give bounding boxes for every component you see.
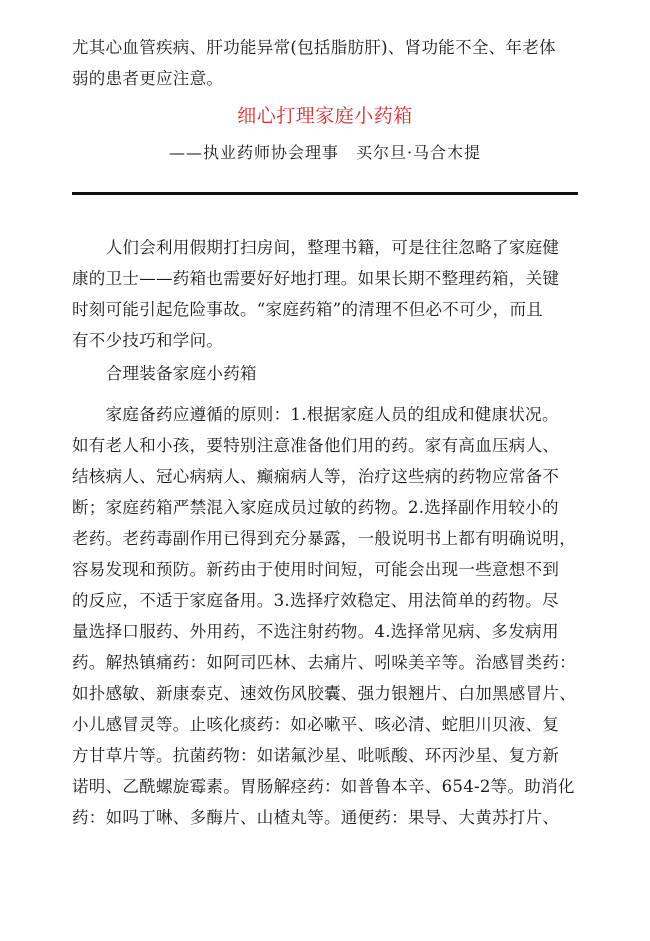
body-line: 老药。老药毒副作用已得到充分暴露，一般说明书上都有明确说明，	[72, 529, 576, 548]
article-title: 细心打理家庭小药箱	[237, 105, 413, 127]
body-line: 如有老人和小孩，要特别注意准备他们用的药。家有高血压病人、	[72, 436, 560, 455]
body-line: 结核病人、冠心病病人、癫痫病人等，治疗这些病的药物应常备不	[72, 467, 560, 486]
body-line: 人们会利用假期打扫房间，整理书籍，可是往往忽略了家庭健	[72, 238, 560, 257]
body-line: 药：如吗丁啉、多酶片、山楂丸等。通便药：果导、大黄苏打片、	[72, 808, 560, 827]
body-line: 的反应，不适于家庭备用。3.选择疗效稳定、用法简单的药物。尽	[72, 591, 559, 610]
body-line: 有不少技巧和学问。	[72, 331, 224, 350]
body-line: 方甘草片等。抗菌药物：如诺氟沙星、吡哌酸、环丙沙星、复方新	[72, 746, 560, 765]
article-byline: ——执业药师协会理事 买尔旦·马合木提	[168, 143, 482, 162]
section-divider	[72, 192, 578, 195]
body-line: 容易发现和预防。新药由于使用时间短，可能会出现一些意想不到	[72, 560, 560, 579]
intro-line: 尤其心血管疾病、肝功能异常(包括脂肪肝)、肾功能不全、年老体	[72, 38, 556, 57]
body-line: 量选择口服药、外用药，不选注射药物。4.选择常见病、多发病用	[72, 622, 559, 641]
body-line: 如扑感敏、新康泰克、速效伤风胶囊、强力银翘片、白加黑感冒片、	[72, 684, 576, 703]
intro-line: 弱的患者更应注意。	[72, 69, 224, 88]
body-line: 时刻可能引起危险事故。“家庭药箱”的清理不但必不可少，而且	[72, 300, 544, 319]
body-line: 康的卫士——药箱也需要好好地打理。如果长期不整理药箱，关键	[72, 269, 560, 288]
body-line: 药。解热镇痛药：如阿司匹林、去痛片、吲哚美辛等。治感冒类药：	[72, 653, 576, 672]
section-heading: 合理装备家庭小药箱	[72, 364, 257, 383]
body-line: 断；家庭药箱严禁混入家庭成员过敏的药物。2.选择副作用较小的	[72, 498, 559, 517]
body-line: 家庭备药应遵循的原则：1.根据家庭人员的组成和健康状况。	[72, 405, 559, 424]
body-line: 诺明、乙酰螺旋霉素。胃肠解痉药：如普鲁本辛、654-2等。助消化	[72, 777, 575, 796]
body-line: 小儿感冒灵等。止咳化痰药：如必嗽平、咳必清、蛇胆川贝液、复	[72, 715, 560, 734]
